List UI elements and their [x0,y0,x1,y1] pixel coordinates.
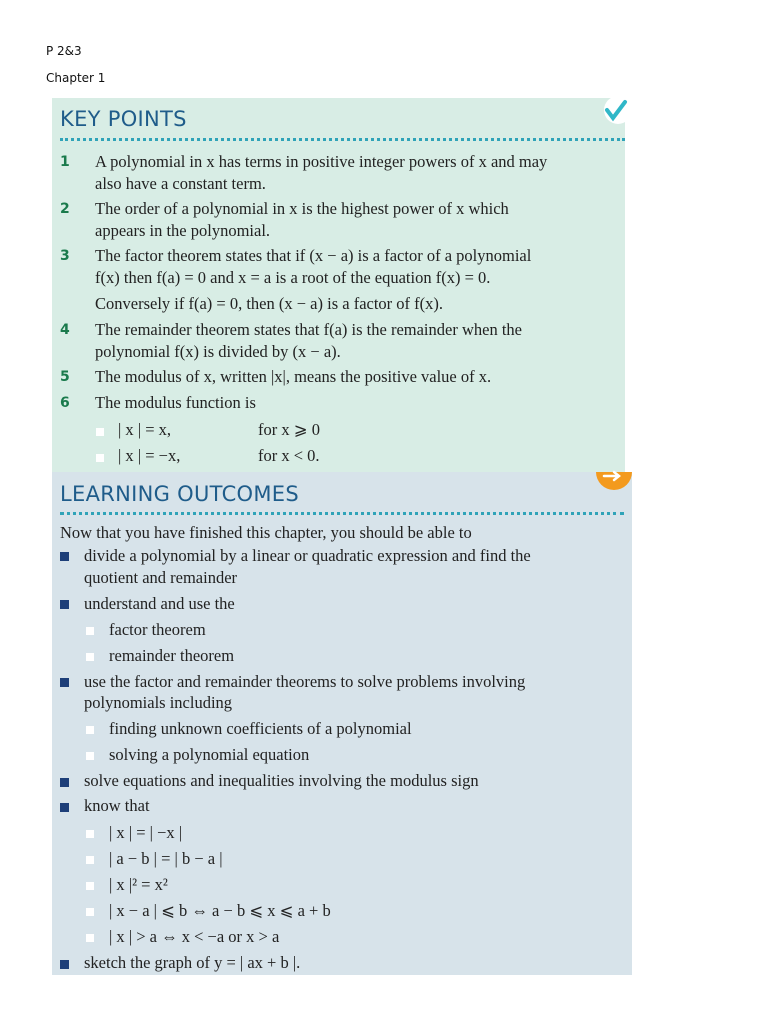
outcome-line: quotient and remainder [84,568,238,587]
key-point-line: f(x) then f(a) = 0 and x = a is a root of the equation f(x) = 0. [95,268,491,287]
modulus-case-cond: for x ⩾ 0 [258,420,320,439]
key-point-line: appears in the polynomial. [95,221,271,240]
outcome-sub-line: | x | = | −x | [109,823,183,842]
sub-bullet [86,726,94,734]
divider [60,512,624,515]
key-point-line: The modulus of x, written |x|, means the positive value of x. [95,367,492,386]
outcome-line: know that [84,796,150,815]
key-points-box [52,98,625,472]
outcome-line: sketch the graph of y = | ax + b |. [84,953,301,972]
intro-text: Now that you have finished this chapter, you should be able to [60,523,472,542]
outcome-sub-line: | x − a | ⩽ b ⇔ a − b ⩽ x ⩽ a + b [109,901,331,920]
key-point-line: polynomial f(x) is divided by (x − a). [95,342,341,361]
outcome-sub-line: factor theorem [109,620,206,639]
outcome-line: use the factor and remainder theorems to solve problems involving [84,672,526,691]
sub-bullet [86,830,94,838]
bullet [60,960,69,969]
key-point-number: 1 [60,154,70,170]
sub-bullet [86,882,94,890]
header-line-2: Chapter 1 [46,71,106,85]
sub-bullet [96,454,104,462]
bullet [60,803,69,812]
divider [60,138,625,141]
outcome-sub-line: remainder theorem [109,646,235,665]
learning-outcomes-box [52,472,632,975]
outcome-line: solve equations and inequalities involving the modulus sign [84,771,479,790]
key-points-title: KEY POINTS [60,107,187,131]
sub-bullet [96,428,104,436]
sub-bullet [86,752,94,760]
key-point-line: The modulus function is [95,393,256,412]
tick-icon [600,96,630,126]
sub-bullet [86,934,94,942]
key-point-line: also have a constant term. [95,174,266,193]
header-line-1: P 2&3 [46,44,82,58]
key-point-number: 2 [60,201,70,217]
bullet [60,600,69,609]
key-point-number: 6 [60,395,70,411]
key-point-line: The factor theorem states that if (x − a) is a factor of a polynomial [95,246,532,265]
bullet [60,552,69,561]
key-point-line: Conversely if f(a) = 0, then (x − a) is a factor of f(x). [95,294,444,313]
modulus-case-expr: | x | = x, [118,420,172,439]
sub-bullet [86,653,94,661]
key-point-number: 5 [60,369,70,385]
sub-bullet [86,627,94,635]
outcome-line: divide a polynomial by a linear or quadratic expression and find the [84,546,531,565]
key-point-number: 3 [60,248,70,264]
sub-bullet [86,856,94,864]
modulus-case-expr: | x | = −x, [118,446,181,465]
outcome-line: polynomials including [84,693,233,712]
outcome-sub-line: solving a polynomial equation [109,745,310,764]
outcome-sub-line: | x |² = x² [109,875,168,894]
learning-outcomes-title: LEARNING OUTCOMES [60,482,299,506]
modulus-case-cond: for x < 0. [258,446,320,465]
key-point-line: The remainder theorem states that f(a) is the remainder when the [95,320,522,339]
outcome-line: understand and use the [84,594,235,613]
key-point-number: 4 [60,322,70,338]
outcome-sub-line: | x | > a ⇔ x < −a or x > a [109,927,280,946]
outcome-sub-line: | a − b | = | b − a | [109,849,223,868]
bullet [60,678,69,687]
key-point-line: A polynomial in x has terms in positive integer powers of x and may [95,152,548,171]
arrow-icon [594,466,634,496]
sub-bullet [86,908,94,916]
key-point-line: The order of a polynomial in x is the highest power of x which [95,199,509,218]
bullet [60,778,69,787]
outcome-sub-line: finding unknown coefficients of a polynomial [109,719,412,738]
